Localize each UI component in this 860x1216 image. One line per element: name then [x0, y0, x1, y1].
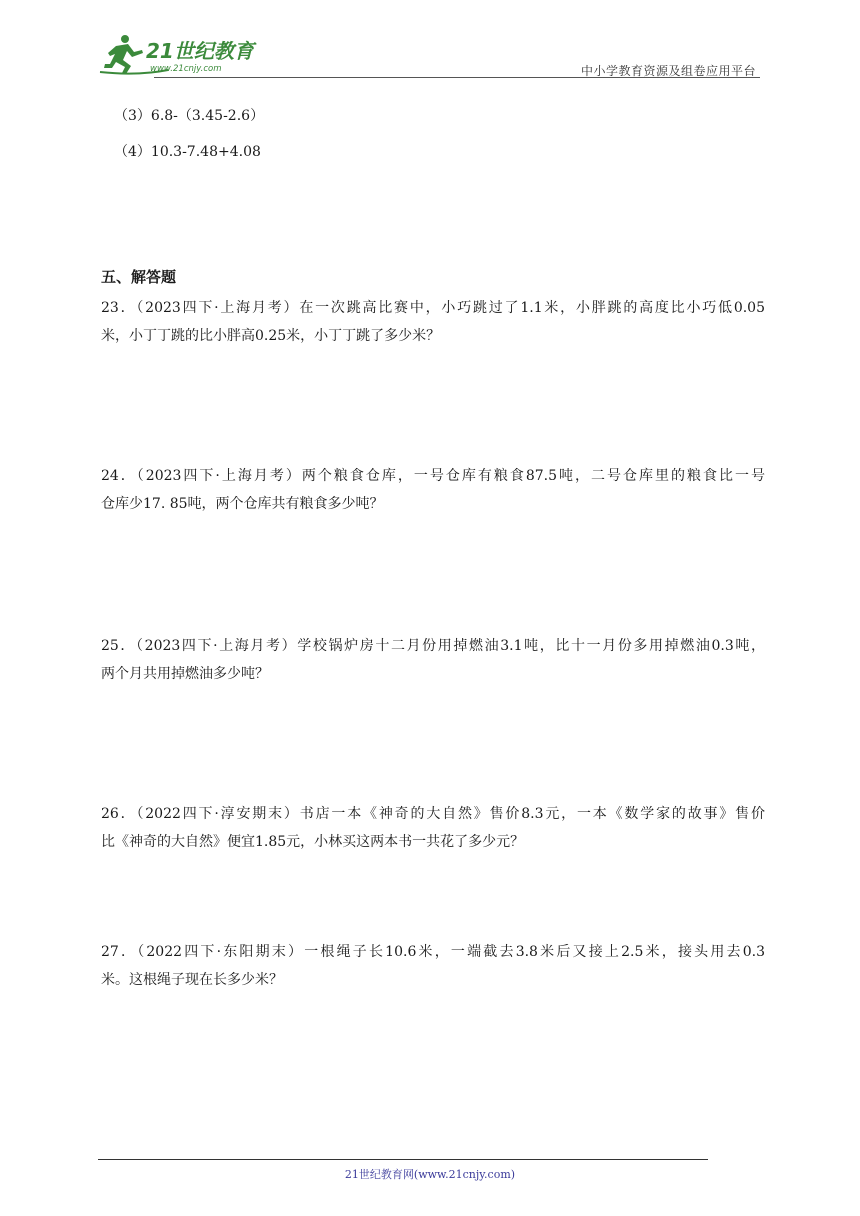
question-27: [101, 938, 765, 994]
logo-main-text: 21世纪教育: [146, 39, 254, 63]
footer-divider: [98, 1159, 708, 1160]
question-line: 26．（2022四下·淳安期末）书店一本《神奇的大自然》售价8.3元，一本《数学家的故事》售价: [101, 806, 765, 822]
header-divider: [154, 77, 760, 78]
question-line: 27．（2022四下·东阳期末）一根绳子长10.6米，一端截去3.8米后又接上2.5米，接头用去0.3: [101, 944, 765, 960]
runner-icon: [104, 35, 143, 74]
question-line: 23．（2023四下·上海月考）在一次跳高比赛中，小巧跳过了1.1米，小胖跳的高度比小巧低0.05: [101, 300, 765, 316]
site-logo: [98, 30, 268, 78]
question-line: 仓库少17. 85吨，两个仓库共有粮食多少吨？: [101, 496, 384, 512]
calc-item-4: （4）10.3-7.48+4.08: [114, 144, 261, 160]
question-line: 两个月共用掉燃油多少吨？: [101, 666, 269, 682]
question-line: 米。这根绳子现在长多少米？: [101, 972, 283, 988]
question-23: [101, 294, 765, 350]
question-line: 比《神奇的大自然》便宜1.85元，小林买这两本书一共花了多少元？: [101, 834, 525, 850]
question-line: 24．（2023四下·上海月考）两个粮食仓库，一号仓库有粮食87.5吨，二号仓库里的粮食比一号: [101, 468, 765, 484]
platform-name: 中小学教育资源及组卷应用平台: [580, 64, 756, 78]
question-line: 25．（2023四下·上海月考）学校锅炉房十二月份用掉燃油3.1吨，比十一月份多用掉燃油0.3吨，: [101, 638, 765, 654]
question-25: [101, 632, 765, 688]
question-line: 米，小丁丁跳的比小胖高0.25米，小丁丁跳了多少米？: [101, 328, 441, 344]
logo-sub-text: www.21cnjy.com: [150, 64, 222, 74]
page-header: [98, 30, 760, 78]
footer-text: 21世纪教育网(www.21cnjy.com): [344, 1168, 516, 1181]
section-title: 五、解答题: [101, 268, 177, 286]
question-24: [101, 462, 765, 518]
calc-item-3: （3）6.8-（3.45-2.6）: [114, 108, 265, 124]
question-26: [101, 800, 765, 856]
